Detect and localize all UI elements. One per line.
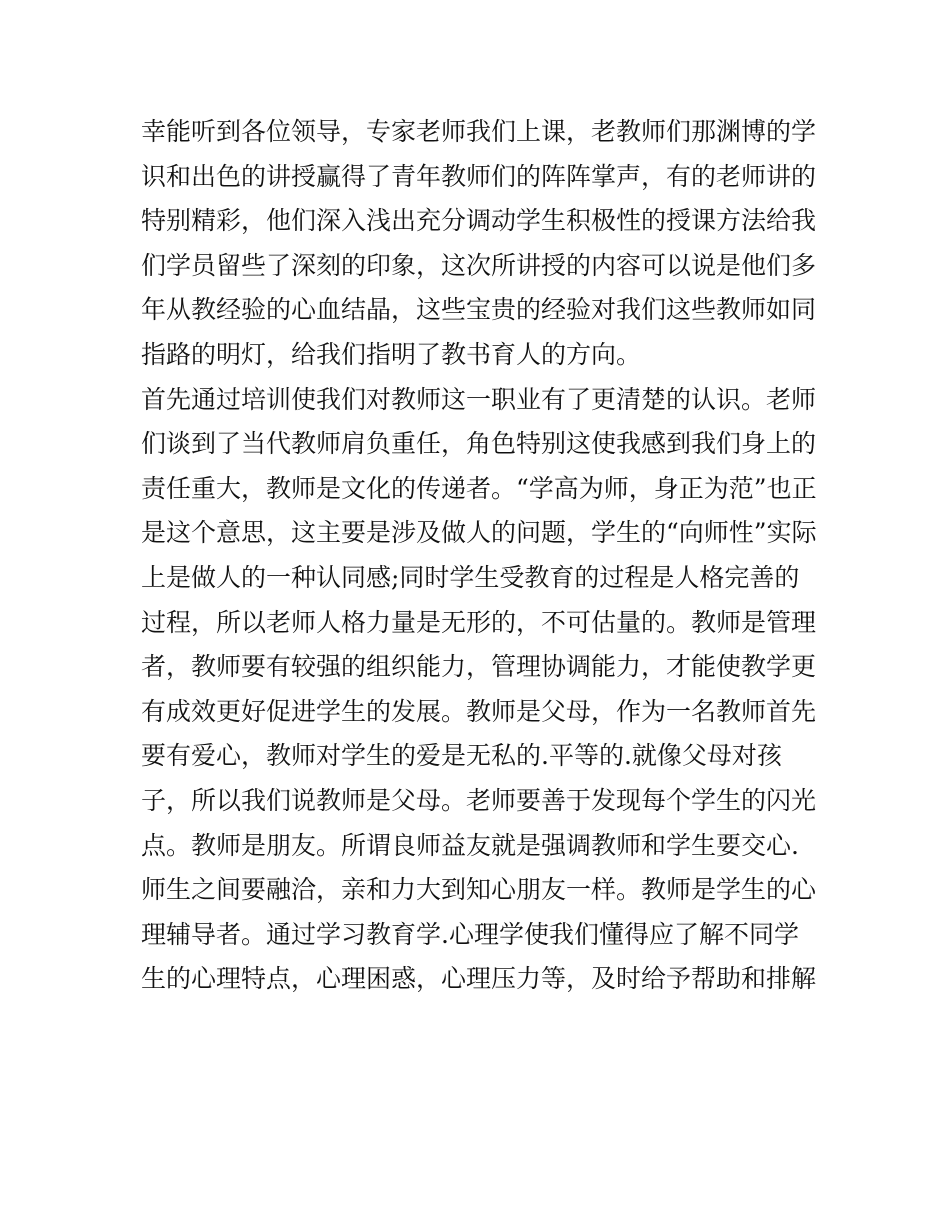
text-line: 理辅导者。通过学习教育学.心理学使我们懂得应了解不同学 — [141, 919, 799, 949]
text-line: 要有爱心，教师对学生的爱是无私的.平等的.就像父母对孩 — [141, 741, 782, 771]
text-line: 点。教师是朋友。所谓良师益友就是强调教师和学生要交心. — [141, 830, 799, 860]
text-line: 们谈到了当代教师肩负重任，角色特别这使我感到我们身上的 — [141, 429, 817, 459]
text-line: 师生之间要融洽，亲和力大到知心朋友一样。教师是学生的心 — [141, 875, 817, 905]
text-line: 过程，所以老师人格力量是无形的，不可估量的。教师是管理 — [141, 607, 817, 637]
text-line: 生的心理特点，心理困惑，心理压力等，及时给予帮助和排解 — [141, 964, 817, 994]
text-line: 指路的明灯，给我们指明了教书育人的方向。 — [141, 339, 642, 369]
text-line: 们学员留些了深刻的印象，这次所讲授的内容可以说是他们多 — [141, 250, 817, 280]
text-line: 者，教师要有较强的组织能力，管理协调能力，才能使教学更 — [141, 652, 817, 682]
text-line: 幸能听到各位领导，专家老师我们上课，老教师们那渊博的学 — [141, 117, 817, 146]
text-line: 有成效更好促进学生的发展。教师是父母，作为一名教师首先 — [141, 696, 817, 726]
text-line: 是这个意思，这主要是涉及做人的问题，学生的“向师性”实际 — [141, 518, 817, 548]
body-text — [141, 110, 821, 1002]
text-line: 年从教经验的心血结晶，这些宝贵的经验对我们这些教师如同 — [141, 295, 817, 325]
text-line: 子，所以我们说教师是父母。老师要善于发现每个学生的闪光 — [141, 785, 817, 815]
text-line: 特别精彩，他们深入浅出充分调动学生积极性的授课方法给我 — [141, 206, 817, 236]
text-line: 责任重大，教师是文化的传递者。“学高为师，身正为范”也正 — [141, 473, 817, 503]
text-line: 上是做人的一种认同感;同时学生受教育的过程是人格完善的 — [141, 562, 800, 592]
text-line: 识和出色的讲授赢得了青年教师们的阵阵掌声，有的老师讲的 — [141, 161, 817, 191]
text-line: 首先通过培训使我们对教师这一职业有了更清楚的认识。老师 — [141, 384, 817, 414]
